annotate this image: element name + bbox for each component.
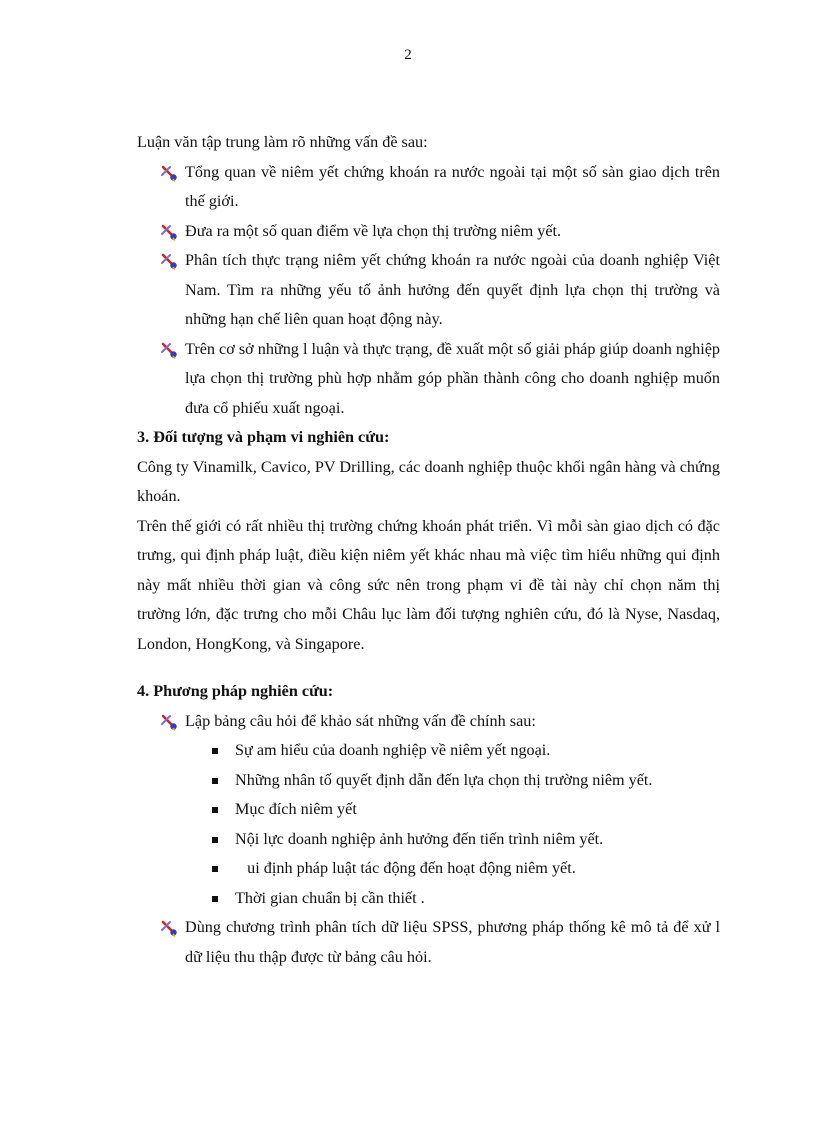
pushpin-icon bbox=[161, 714, 178, 731]
sub-item bbox=[137, 795, 720, 825]
goal-text: Tổng quan về niêm yết chứng khoán ra nước ngoài tại một số sàn giao dịch trên thế giới. bbox=[185, 162, 720, 210]
sub-item-text: Mục đích niêm yết bbox=[235, 800, 357, 818]
sub-item-text: Những nhân tố quyết định dẫn đến lựa chọn thị trường niêm yết. bbox=[235, 770, 653, 789]
method-item bbox=[137, 707, 720, 737]
pushpin-icon bbox=[161, 224, 178, 241]
square-bullet-icon bbox=[212, 866, 218, 872]
square-bullet-icon bbox=[212, 837, 218, 843]
sub-item-text: Nội lực doanh nghiệp ảnh hưởng đến tiến trình niêm yết. bbox=[235, 829, 604, 848]
intro-text: Luận văn tập trung làm rõ những vấn đề sau: bbox=[137, 133, 428, 151]
method-item bbox=[137, 913, 720, 972]
sub-item bbox=[137, 884, 720, 914]
square-bullet-icon bbox=[212, 778, 218, 784]
section-3-paragraph: Công ty Vinamilk, Cavico, PV Drilling, các doanh nghiệp thuộc khối ngân hàng và chứng khoán. bbox=[137, 457, 720, 505]
method-text: Lập bảng câu hỏi để khảo sát những vấn đề chính sau: bbox=[185, 711, 536, 730]
sub-item-text: Sự am hiểu của doanh nghiệp về niêm yết ngoại. bbox=[235, 741, 551, 759]
sub-item bbox=[137, 766, 720, 796]
page-number: 2 bbox=[404, 47, 412, 63]
square-bullet-icon bbox=[212, 807, 218, 813]
goal-item bbox=[137, 217, 720, 247]
sub-item bbox=[137, 854, 720, 884]
goal-item bbox=[137, 158, 720, 217]
goal-item bbox=[137, 335, 720, 424]
pushpin-icon bbox=[161, 920, 178, 937]
goal-text: Phân tích thực trạng niêm yết chứng khoán ra nước ngoài của doanh nghiệp Việt Nam. Tìm ra những yếu tố ảnh hưởng đến quyết định lựa chọn thị trường và những hạn chế liên quan hoạt động này. bbox=[185, 251, 720, 328]
sub-item-text: Thời gian chuẩn bị cần thiết . bbox=[235, 888, 425, 907]
pushpin-icon bbox=[161, 342, 178, 359]
section-3-paragraph: Trên thế giới có rất nhiều thị trường chứng khoán phát triển. Vì mỗi sàn giao dịch có đặc trưng, qui định pháp luật, điều kiện niêm yết khác nhau mà việc tìm hiểu những qui định này mất nhiều thời gian và công sức nên trong phạm vi đề tài này chỉ chọn năm thị trường lớn, đặc trưng cho mỗi Châu lục làm đối tượng nghiên cứu, đó là Nyse, Nasdaq, London, HongKong, và Singapore. bbox=[137, 516, 720, 653]
section-4-heading: 4. Phương pháp nghiên cứu: bbox=[137, 682, 334, 700]
sub-item-text: ui định pháp luật tác động đến hoạt động niêm yết. bbox=[235, 859, 576, 877]
square-bullet-icon bbox=[212, 748, 218, 754]
document-body bbox=[137, 128, 720, 972]
section-3-heading: 3. Đối tượng và phạm vi nghiên cứu: bbox=[137, 428, 390, 446]
sub-item bbox=[137, 825, 720, 855]
sub-item bbox=[137, 736, 720, 766]
goal-item bbox=[137, 246, 720, 335]
square-bullet-icon bbox=[212, 896, 218, 902]
method-text: Dùng chương trình phân tích dữ liệu SPSS, phương pháp thống kê mô tả để xử l dữ liệu thu thập được từ bảng câu hỏi. bbox=[185, 918, 720, 966]
pushpin-icon bbox=[161, 165, 178, 182]
goal-text: Đưa ra một số quan điểm về lựa chọn thị trường niêm yết. bbox=[185, 221, 562, 240]
pushpin-icon bbox=[161, 253, 178, 270]
goal-text: Trên cơ sở những l luận và thực trạng, đề xuất một số giải pháp giúp doanh nghiệp lựa chọn thị trường phù hợp nhằm góp phần thành công cho doanh nghiệp muốn đưa cổ phiếu xuất ngoại. bbox=[185, 339, 720, 417]
